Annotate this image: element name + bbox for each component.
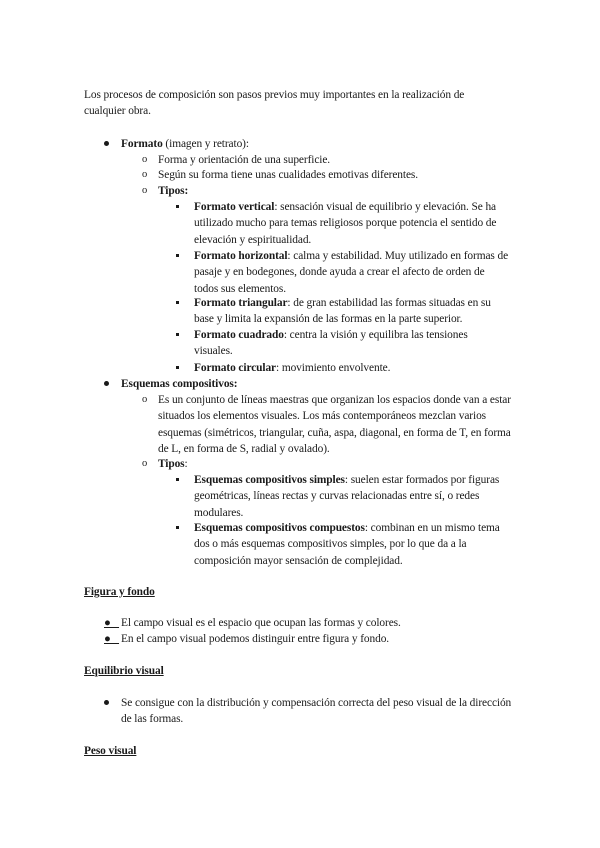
square-bullet-icon	[176, 205, 179, 208]
bullet-icon: ●	[104, 617, 120, 629]
square-bullet-icon	[176, 478, 179, 481]
formato-tipos-label: Tipos:	[158, 185, 189, 197]
square-bullet-icon	[176, 301, 179, 304]
tipo-name: Formato triangular	[194, 297, 288, 309]
bullet-icon: ●	[104, 633, 120, 645]
formato-item-1: Forma y orientación de una superficie.	[158, 154, 331, 166]
bullet-icon	[104, 381, 109, 386]
circle-bullet-icon: o	[142, 154, 148, 165]
square-bullet-icon	[176, 333, 179, 336]
figura-item-1: El campo visual es el espacio que ocupan las formas y colores.	[121, 617, 401, 629]
esquemas-tipos-suffix: :	[184, 458, 188, 470]
square-bullet-icon	[176, 254, 179, 257]
formato-title-suffix: (imagen y retrato):	[162, 138, 249, 150]
circle-bullet-icon: o	[142, 458, 148, 469]
formato-title: Formato	[121, 138, 163, 150]
heading-equilibrio-visual: Equilibrio visual	[84, 665, 164, 677]
circle-bullet-icon: o	[142, 394, 148, 405]
tipo-desc: : calma y estabilidad. Muy utilizado en formas de pasaje y en bodegones, donde ayuda a crear el afecto de orden de todos sus elementos.	[194, 250, 509, 295]
tipo-desc: : suelen estar formados por figuras geométricas, líneas rectas y curvas relacionadas entre sí, o redes modulares.	[194, 474, 500, 519]
bullet-icon	[104, 141, 109, 146]
esquemas-tipos-label: Tipos	[158, 458, 185, 470]
formato-item-2: Según su forma tiene unas cualidades emotivas diferentes.	[158, 169, 419, 181]
tipo-name: Formato circular	[194, 362, 277, 374]
circle-bullet-icon: o	[142, 169, 148, 180]
equilibrio-item-1: Se consigue con la distribución y compensación correcta del peso visual de la dirección de las formas.	[121, 697, 512, 726]
tipo-desc: : centra la visión y equilibra las tensiones visuales.	[194, 329, 468, 358]
square-bullet-icon	[176, 366, 179, 369]
tipo-name: Esquemas compositivos simples	[194, 474, 345, 486]
tipo-name: Formato horizontal	[194, 250, 288, 262]
circle-bullet-icon: o	[142, 185, 148, 196]
tipo-desc: : movimiento envolvente.	[276, 362, 391, 374]
square-bullet-icon	[176, 526, 179, 529]
esquemas-desc: Es un conjunto de líneas maestras que organizan los espacios donde van a estar situados los elementos visuales. Los más contemporáneos mezclan varios esquemas (simétricos, triangular, cuña, aspa, diagonal, en forma de T, en forma de L, en forma de S, radial y ovalado).	[158, 394, 511, 456]
esquemas-title: Esquemas compositivos:	[121, 378, 238, 390]
heading-figura-fondo: Figura y fondo	[84, 586, 155, 598]
tipo-name: Formato vertical	[194, 201, 275, 213]
intro-paragraph: Los procesos de composición son pasos previos muy importantes en la realización de cualquier obra.	[84, 89, 465, 118]
tipo-name: Esquemas compositivos compuestos	[194, 522, 365, 534]
heading-peso-visual: Peso visual	[84, 745, 137, 757]
tipo-desc: : sensación visual de equilibrio y elevación. Se ha utilizado mucho para temas religiosos porque potencia el sentido de elevación y espiritualidad.	[194, 201, 497, 246]
tipo-name: Formato cuadrado	[194, 329, 284, 341]
tipo-desc: : combinan en un mismo tema dos o más esquemas compositivos simples, por lo que da a la composición mayor sensación de complejidad.	[194, 522, 500, 567]
figura-item-2: En el campo visual podemos distinguir entre figura y fondo.	[121, 633, 390, 645]
bullet-icon	[104, 700, 109, 705]
tipo-desc: : de gran estabilidad las formas situadas en su base y limita la expansión de las formas en la parte superior.	[194, 297, 491, 326]
